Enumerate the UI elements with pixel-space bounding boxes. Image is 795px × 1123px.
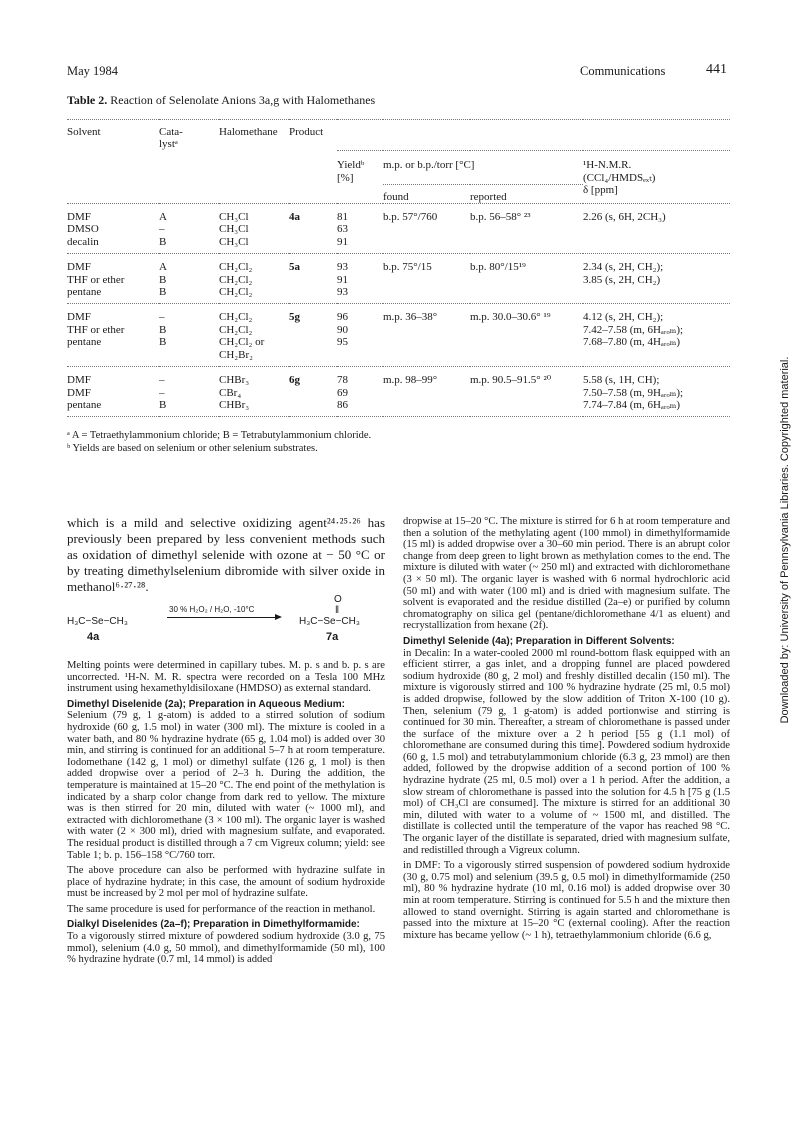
paragraph-in-decalin: in Decalin: In a water-cooled 2000 ml round-bottom flask equipped with an efficient stirrer, a gas inlet, and a dropping funnel are placed powdered sodium hydroxide (80 g, 2 mol) and freshly distilled decalin (150 ml). The mixture is vigorously stirred and 100 % hydrazine hydrate (25 ml, 0.5 mol) is added dropwise, followed by the slow addition of Triton X-100 (10 g). Then, selenium (79 g, 1 g-atom) is added portionwise and stirring is continued for 30 min. Thereafter, a stream of chloromethane is passed under the surface of the mixture over a 2 h period [55 g (1.1 mol) of chloromethane are consumed during this time]. Powdered sodium hydroxide (60 g, 1.5 mol) and tetrabutylammonium chloride (6.3 g, 23 mmol) are then added, followed by the dropwise addition of a second portion of 100 % hydrazine hydrate (25 ml, 0.5 mol) over a 1 h period. After the addition, a slow stream of chloromethane is passed into the solution for 4.5 h [75 g (1.5 mol) of CH₃Cl are consumed]. The mixture is stirred for an additional 30 min, diluted with water to a volume of ~ 1500 ml, and distilled. The distillate is collected until the temperature of the vapor has reached 98 °C. The organic layer of the distillate is separated, dried with magnesium sulfate, and redistilled through a Vigreux column. (403, 647, 730, 856)
table-label: Table 2. (67, 93, 108, 107)
paragraph-in-dmf: in DMF: To a vigorously stirred suspension of powdered sodium hydroxide (30 g, 0.75 mol) and selenium (39.5 g, 0.5 mol) in dimethylformamide (250 ml), 80 % hydrazine hydrate (10 ml, 0.16 mol) is added dropwise over 30 min at room temperature. Stirring is continued for 5.5 h and the mixture then allowed to stand overnight. Stirring is again started and chloromethane is passed into the mixture at 15–20 °C (external cooling). After the reaction mixture has became yellow (~ 1 h), tetraethylammonium chloride (6.6 g, (403, 860, 730, 941)
col-header-nmr: ¹H-N.M.R. (CCl₄/HMDSₑₓₜ) δ [ppm] (583, 159, 656, 197)
download-notice-text: Downloaded by: University of Pennsylvania Libraries. Copyrighted material. (779, 356, 791, 724)
scheme-product: H₃C−Se−CH₃ (299, 616, 360, 627)
running-header-journal: Communications (580, 64, 666, 78)
col-header-yield: Yieldᵇ [%] (337, 159, 365, 184)
col-header-product: Product (289, 126, 324, 138)
lead-paragraph: which is a mild and selective oxidizing agent²⁴·²⁵·²⁶ has previously been prepared by less convenient methods such as oxidation of dimethyl selenide with ozone at − 50 °C or by treating dimethylselenium dibromide with silver oxide in methanol⁶·²⁷·²⁸. (67, 515, 385, 594)
paragraph-methanol: The same procedure is used for performance of the reaction in methanol. (67, 903, 376, 915)
table-row-6g: DMF DMF pentane – – B CHBr₃ CBr₄ CHBr₃ 6g 78 69 86 m.p. 98–99° m.p. 90.5–91.5° ²⁰ 5.58 (s, 1H, CH); 7.50–7.58 (m, 9Hₐᵣₒₘ); 7.74–7.84 (m, 6Hₐᵣₒₘ) (67, 374, 684, 411)
paragraph-dialkyl-procedure: To a vigorously stirred mixture of powdered sodium hydroxide (3.0 g, 75 mmol), selenium (4.0 g, 50 mmol), and dimethylformamide (50 ml), 100 % hydrazine hydrate (0.7 ml, 14 mmol) is added (67, 931, 385, 966)
running-header-date: May 1984 (67, 64, 119, 78)
heading-dimethyl-diselenide: Dimethyl Diselenide (2a); Preparation in Aqueous Medium: (67, 698, 346, 710)
table-footnote-a: ᵃ A = Tetraethylammonium chloride; B = Tetrabutylammonium chloride. (67, 430, 372, 441)
scheme-reactant: H₃C−Se−CH₃ (67, 616, 128, 627)
table-footnote-b: ᵇ Yields are based on selenium or other selenium substrates. (67, 443, 318, 454)
col-header-halomethane: Halomethane (219, 126, 278, 138)
scheme-product-oxygen: O (334, 594, 342, 605)
results-table (67, 119, 730, 417)
scheme-conditions: 30 % H₂O₂ / H₂O, -10°C (169, 605, 255, 614)
table-row-4a: DMF DMSO decalin A – B CH₃Cl CH₃Cl CH₃Cl 4a 81 63 91 b.p. 57°/760 b.p. 56–58° ²³ 2.26 (s, 6H, 2CH₃) (67, 211, 666, 248)
scheme-reactant-label: 4a (87, 631, 100, 643)
page-number: 441 (706, 62, 727, 77)
heading-dialkyl-diselenides: Dialkyl Diselenides (2a–f); Preparation in Dimethylformamide: (67, 919, 360, 931)
paragraph-hydrazine-sulfate: The above procedure can also be performed with hydrazine sulfate in place of hydrazine hydrate; in this case, the amount of sodium hydroxide must be increased by 2 mol per mol of hydrazine sulfate. (67, 865, 385, 900)
scheme-product-double-bond: ‖ (335, 605, 340, 616)
reaction-scheme (67, 594, 385, 650)
table-caption (67, 93, 375, 108)
heading-dimethyl-selenide: Dimethyl Selenide (4a); Preparation in Different Solvents: (403, 635, 675, 647)
paragraph-general: Melting points were determined in capillary tubes. M. p. s and b. p. s are uncorrected. ¹H-N. M. R. spectra were recorded on a Tesla 100 MHz instrument using hexamethyldisiloxane (HMDSO) as external standard. (67, 660, 385, 695)
paragraph-dialkyl-continued: dropwise at 15–20 °C. The mixture is stirred for 6 h at room temperature and then a solution of the methylating agent (100 mmol) in dimethylformamide (15 ml) is added dropwise over a 30–60 min period. There is an abrupt color change from deep green to light brown as methylation comes to the end. The mixture is diluted with water (~ 250 ml) and extracted with dichloromethane (3 × 50 ml). The organic layer is washed with 6 normal hydrochloric acid (50 ml) and with water (100 ml) and is dried with magnesium sulfate. The solvent is evaporated and the residue distilled (2a–e) or purified by column chromatography on silica gel (pentane/dichloromethane 4/1 as eluent) and recrystallization from hexane (2f). (403, 516, 730, 632)
table-title: Reaction of Selenolate Anions 3a,g with Halomethanes (110, 93, 376, 107)
col-header-mp-bp: m.p. or b.p./torr [°C] (383, 159, 475, 172)
download-notice (779, 356, 791, 724)
col-header-found: found (383, 190, 409, 203)
scheme-product-label: 7a (326, 631, 339, 643)
right-column (403, 516, 730, 945)
left-column (67, 660, 385, 970)
paragraph-procedure-2a: Selenium (79 g, 1 g-atom) is added to a stirred solution of sodium hydroxide (60 g, 1.5 mol) in water (300 ml). The mixture is cooled in a water bath, and 80 % hydrazine hydrate (65 g, 1.04 mol) is added over 30 min, and stirring is continued for an additional 5–7 h at room temperature. Iodomethane (142 g, 1 mol) or dimethyl sulfate (126 g, 1 mol) is then added dropwise over a period of 2–3 h. During the addition, the temperature is maintained at 15–20 °C. The end point of the methylation is indicated by a sharp color change from dark red to yellow. The mixture was is then stirred for 20 min, diluted with water (~ 1000 ml), and extracted with dichloromethane (3 × 100 ml). The organic layer is washed with water (2 × 300 ml), dried with magnesium sulfate, and evaporated. The residual product is distilled through a 7 cm Vigreux column; yield: see Table 1; b. p. 156–158 °C/760 torr. (67, 710, 385, 861)
table-row-5g: DMF THF or ether pentane – B B CH₂Cl₂ CH₂Cl₂ CH₂Cl₂ or CH₂Br₂ 5g 96 90 95 m.p. 36–38° m.p. 30.0–30.6° ¹⁹ 4.12 (s, 2H, CH₂); 7.42–7.58 (m, 6Hₐᵣₒₘ); 7.68–7.80 (m, 4Hₐᵣₒₘ) (67, 311, 684, 361)
col-header-solvent: Solvent (67, 126, 101, 138)
table-row-5a: DMF THF or ether pentane A B B CH₂Cl₂ CH₂Cl₂ CH₂Cl₂ 5a 93 91 93 b.p. 75°/15 b.p. 80°/15¹⁹ 2.34 (s, 2H, CH₂); 3.85 (s, 2H, CH₂) (67, 261, 664, 299)
scheme-arrow (167, 617, 279, 618)
col-header-reported: reported (470, 190, 507, 203)
scheme-arrowhead (275, 614, 282, 620)
col-header-catalyst: Cata- lystᵃ (159, 126, 183, 151)
